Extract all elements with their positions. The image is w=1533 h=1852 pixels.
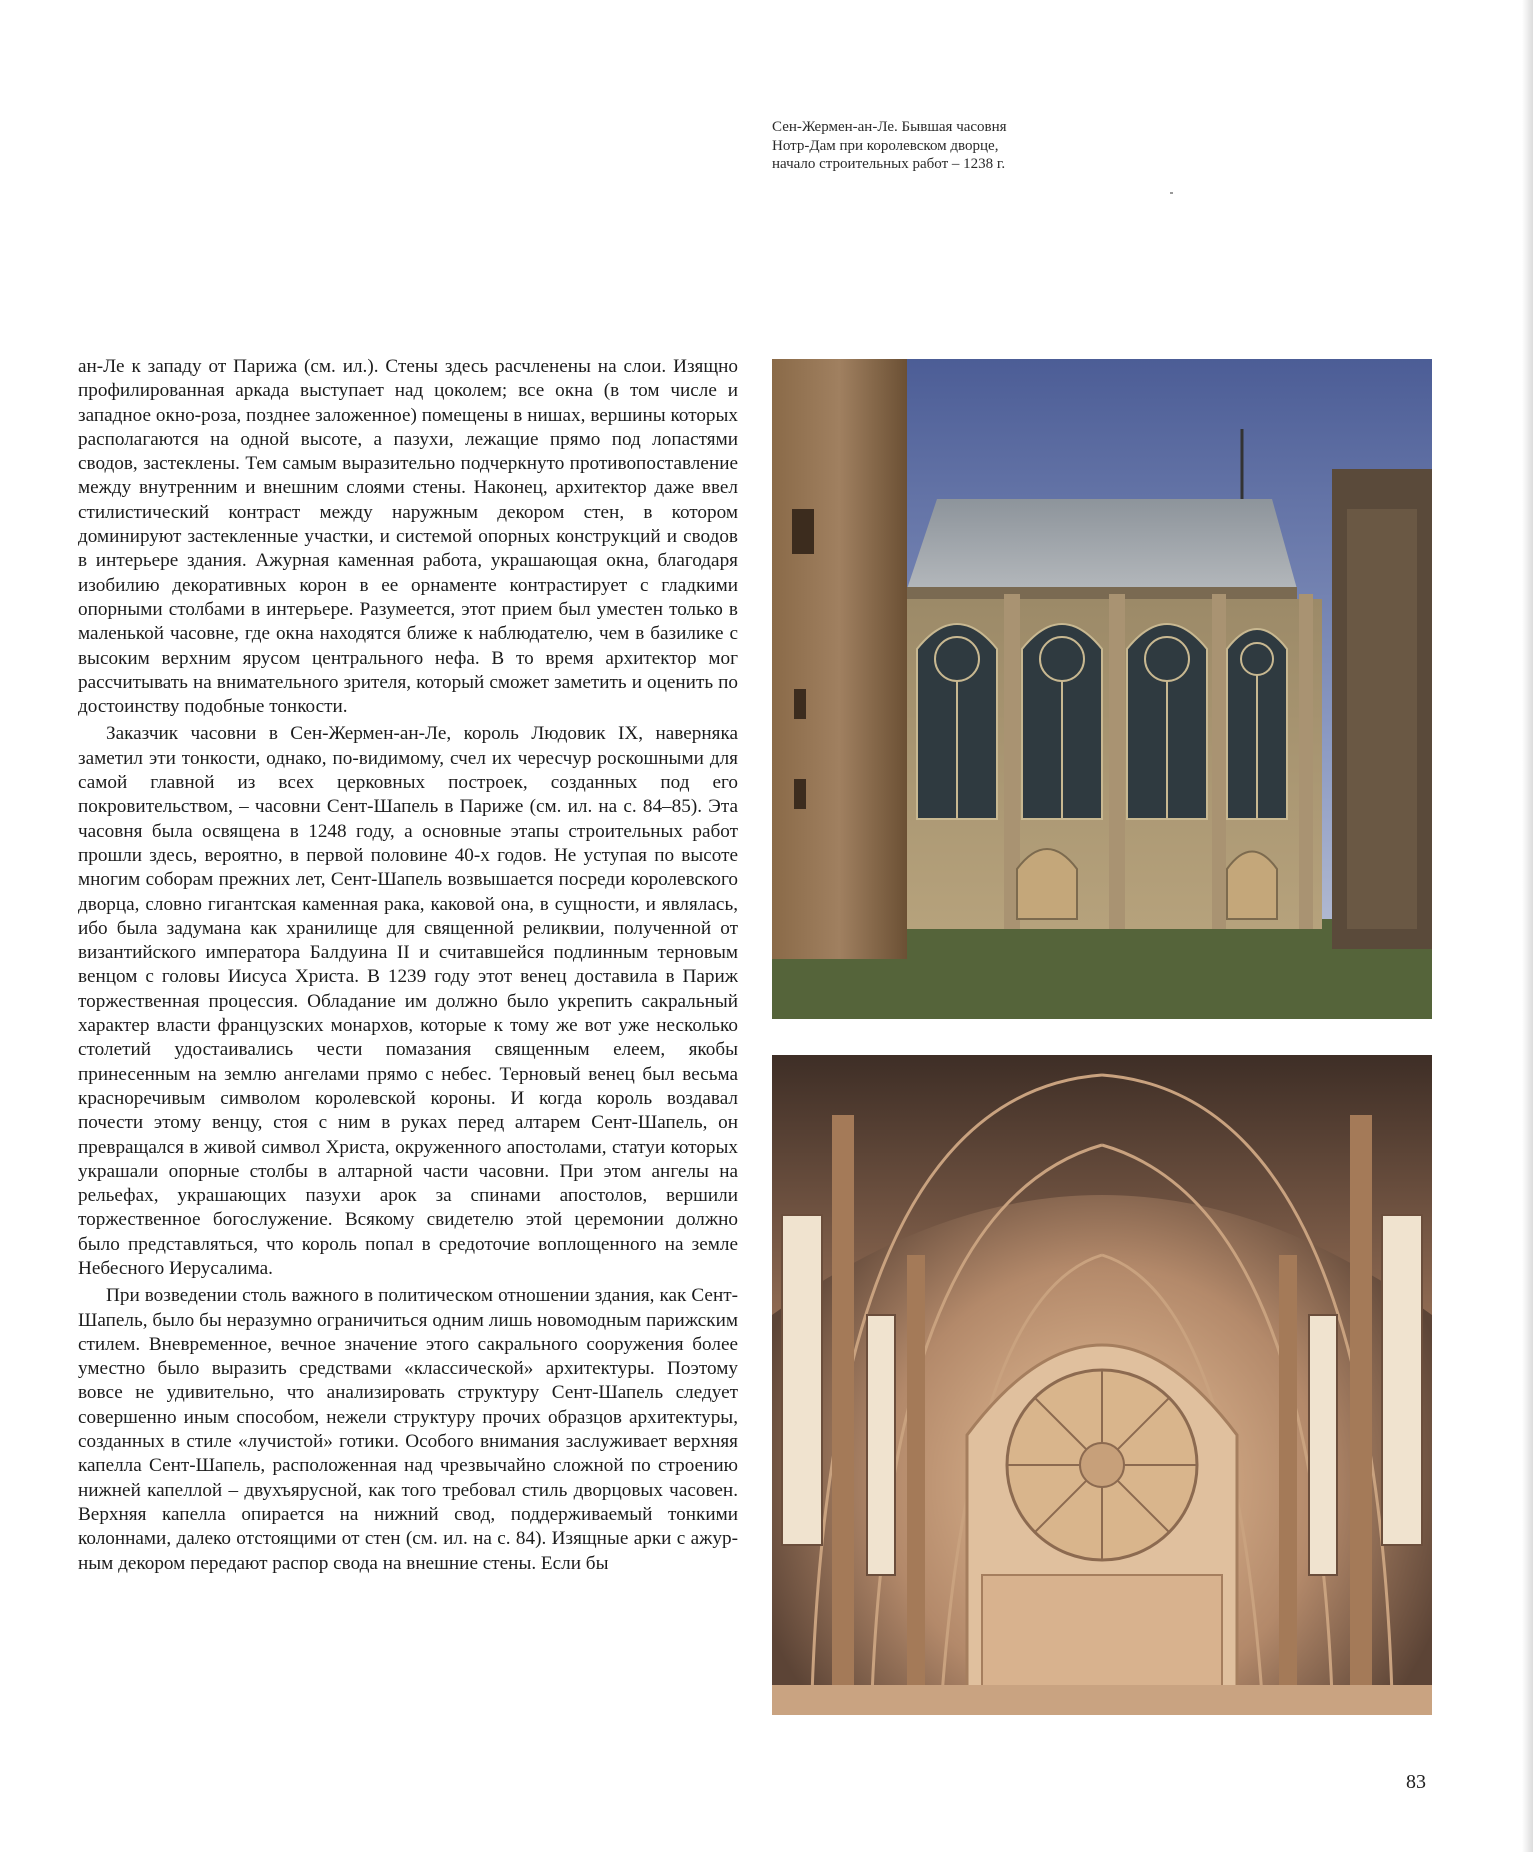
chapel-exterior-photo bbox=[772, 359, 1432, 1019]
paragraph: ан-Ле к западу от Парижа (см. ил.). Стены здесь расчленены на слои. Изящно профилированная аркада выступает над цоколем; все окна (в том числе и западное окно-роза, позднее заложенное) помещены в нишах, вершины которых располагаются на одной высоте, а пазухи, лежащие прямо под лопастями сводов, застеклены. Тем самым выразительно подчеркнуто противопоставление между внутренним и внешним слоями стены. Наконец, архитектор даже ввел стилистический контраст между наружным декором стен, в котором доминируют застекленные участки, и системой опорных конструкций и сводов в интерьере здания. Ажурная каменная работа, украшающая окна, благодаря изобилию декоративных корон в ее орнаменте контрастирует с гладкими опорными столбами в интерьере. Разумеется, этот прием был уместен только в маленькой часовне, где окна находятся ближе к наблюдателю, чем в базилике с высоким верхним ярусом центрального нефа. В то время архитектор мог рассчитывать на внимательного зрителя, который сможет заметить и оценить по достоинству подобные тонкости. bbox=[78, 356, 738, 718]
body-text bbox=[78, 355, 738, 1579]
scan-speck bbox=[1170, 192, 1173, 194]
page-number: 83 bbox=[1406, 1771, 1426, 1793]
paragraph: Заказчик часовни в Сен-Жермен-ан-Ле, король Людовик IX, наверняка заметил эти тонкости, однако, по-видимому, счел их чересчур роскошными для самой главной из всех церковных построек, созданных под его покровительством, – часовни Сент-Шапель в Париже (см. ил. на с. 84–85). Эта часовня была освящена в 1248 году, а основные этапы строительных работ прошли здесь, вероятно, в первой половине 40-х годов. Не уступая по высоте многим соборам прежних лет, Сент-Шапель возвышается посреди королевского дворца, словно гигантская каменная рака, каковой она, в сущности, и являлась, ибо была задумана как хранилище для священной реликвии, полученной от византийского императора Балдуина II и считавшейся подлинным терновым венцом с головы Иисуса Христа. В 1239 году этот венец доставила в Париж торжественная процессия. Обладание им должно было укрепить сакральный характер власти французских монархов, которые к тому же вот уже несколько столетий удостаивались чести помазания священным елеем, якобы принесенным на землю ангелами прямо с небес. Терновый венец был весьма красноречивым символом королевской короны. И когда король воздавал почести этому венцу, стоя с ним в руках перед алтарем Сент-Шапель, он превращался в живой символ Христа, окруженного апостолами, статуи которых украшали опорные столбы в алтарной части часовни. При этом ангелы на рельефах, украшающих пазухи арок за спинами апостолов, вершили торжественное богослужение. Всякому свидетелю этой церемонии должно было представляться, что король попал в средоточие воплощенного на земле Небесного Иерусалима. bbox=[78, 723, 738, 1279]
caption-line: начало строительных работ – 1238 г. bbox=[772, 156, 1006, 172]
paragraph: При возведении столь важного в политическом отношении здания, как Сент-Шапель, было бы неразумно ограничиться одним лишь новомодным парижским стилем. Вневременное, вечное значение этого сакрального сооружения более уместно было выразить средствами «классической» архитектуры. Поэтому вовсе не удивительно, что анализировать структуру Сент-Шапель следует совершенно иным способом, нежели структуру прочих образцов архитектуры, созданных в стиле «лучистой» готики. Особого внимания заслуживает верхняя капелла Сент-Шапель, расположенная над чрезвычайно сложной по строению нижней капеллой – двухъярусной, как того требовал стиль дворцовых часовен. Верхняя капелла опирается на нижний свод, поддерживаемый тонкими колоннами, далеко отстоящими от стен (см. ил. на с. 84). Изящные арки с ажурным декором передают распор свода на внешние стены. Если бы bbox=[78, 1285, 738, 1574]
caption-line: Нотр-Дам при королевском дворце, bbox=[772, 137, 999, 154]
figure-caption bbox=[772, 118, 1102, 174]
chapel-interior-photo bbox=[772, 1055, 1432, 1715]
page-edge-shadow bbox=[1522, 0, 1533, 1852]
caption-line: Сен-Жермен-ан-Ле. Бывшая часовня bbox=[772, 119, 1007, 135]
